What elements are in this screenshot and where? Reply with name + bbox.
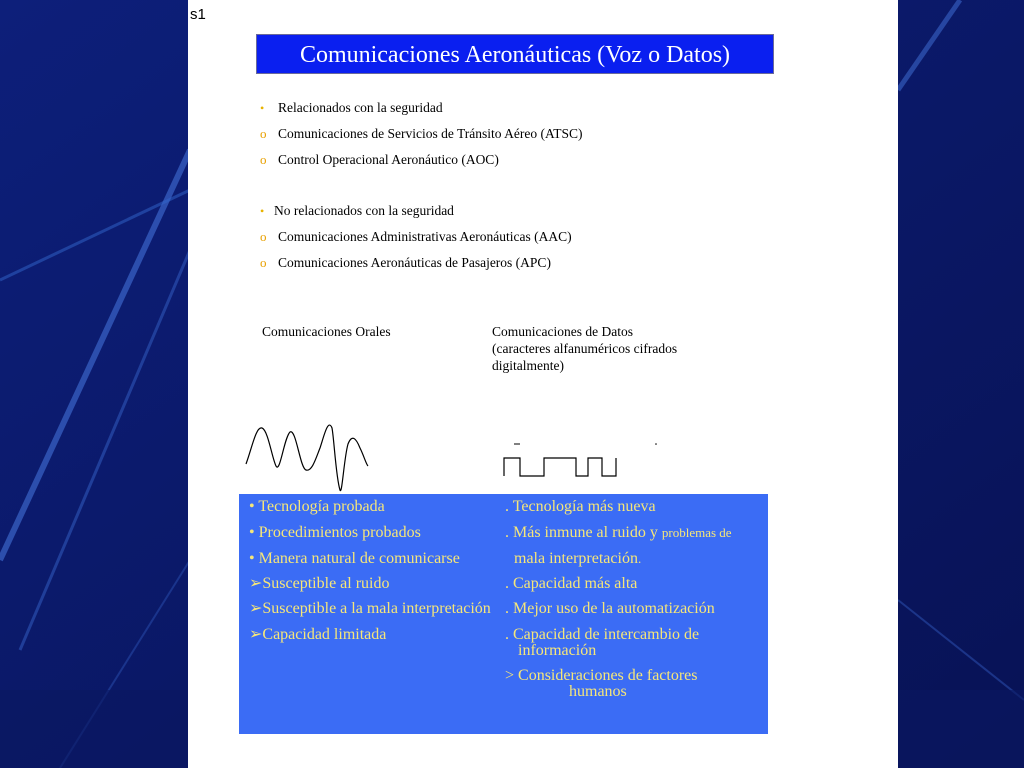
- list-item: o Control Operacional Aeronáutico (AOC): [260, 152, 499, 167]
- circle-bullet-icon: o: [260, 126, 267, 141]
- slide-page: [188, 0, 898, 768]
- oral-feature-6: ➢Capacidad limitada: [249, 626, 387, 643]
- list-heading: • No relacionados con la seguridad: [260, 203, 454, 218]
- oral-feature-4: ➢Susceptible al ruido: [249, 575, 390, 592]
- circle-bullet-icon: o: [260, 255, 267, 270]
- data-column-heading: Comunicaciones de Datos (caracteres alfanuméricos cifrados digitalmente): [492, 324, 678, 373]
- digital-signal-icon: [500, 436, 660, 480]
- comparison-panel: [239, 494, 768, 734]
- slide-title: Comunicaciones Aeronáuticas (Voz o Datos): [256, 34, 774, 74]
- oral-feature-3: • Manera natural de comunicarse: [249, 550, 460, 567]
- oral-feature-1: • Tecnología probada: [249, 498, 385, 515]
- non-safety-list: [260, 198, 572, 276]
- data-feature-5: . Capacidad de intercambio de: [505, 626, 700, 643]
- data-feature-6: > Consideraciones de factores: [505, 667, 698, 684]
- list-item: o Comunicaciones Administrativas Aeronáuticas (AAC): [260, 229, 572, 244]
- circle-bullet-icon: o: [260, 152, 267, 167]
- voice-waveform-icon: [244, 418, 370, 496]
- safety-list: [260, 95, 582, 173]
- oral-feature-2: • Procedimientos probados: [249, 524, 421, 541]
- slide-id: s1: [190, 6, 206, 23]
- data-feature-1: . Tecnología más nueva: [505, 498, 656, 515]
- data-feature-5-cont: información: [518, 642, 597, 659]
- data-feature-2: . Más inmune al ruido y problemas de: [505, 524, 732, 541]
- oral-column-heading: Comunicaciones Orales: [262, 324, 391, 339]
- list-heading: • Relacionados con la seguridad: [260, 100, 443, 115]
- list-item: o Comunicaciones Aeronáuticas de Pasajeros (APC): [260, 255, 551, 270]
- data-feature-6-cont: humanos: [569, 683, 627, 700]
- circle-bullet-icon: o: [260, 229, 267, 244]
- data-feature-4: . Mejor uso de la automatización: [505, 600, 715, 617]
- oral-feature-5: ➢Susceptible a la mala interpretación: [249, 600, 491, 617]
- list-item: o Comunicaciones de Servicios de Tránsito Aéreo (ATSC): [260, 126, 583, 141]
- data-feature-3: . Capacidad más alta: [505, 575, 638, 592]
- bullet-icon: •: [260, 100, 265, 115]
- bullet-icon: •: [260, 203, 265, 218]
- data-feature-2-cont: mala interpretación.: [514, 550, 642, 567]
